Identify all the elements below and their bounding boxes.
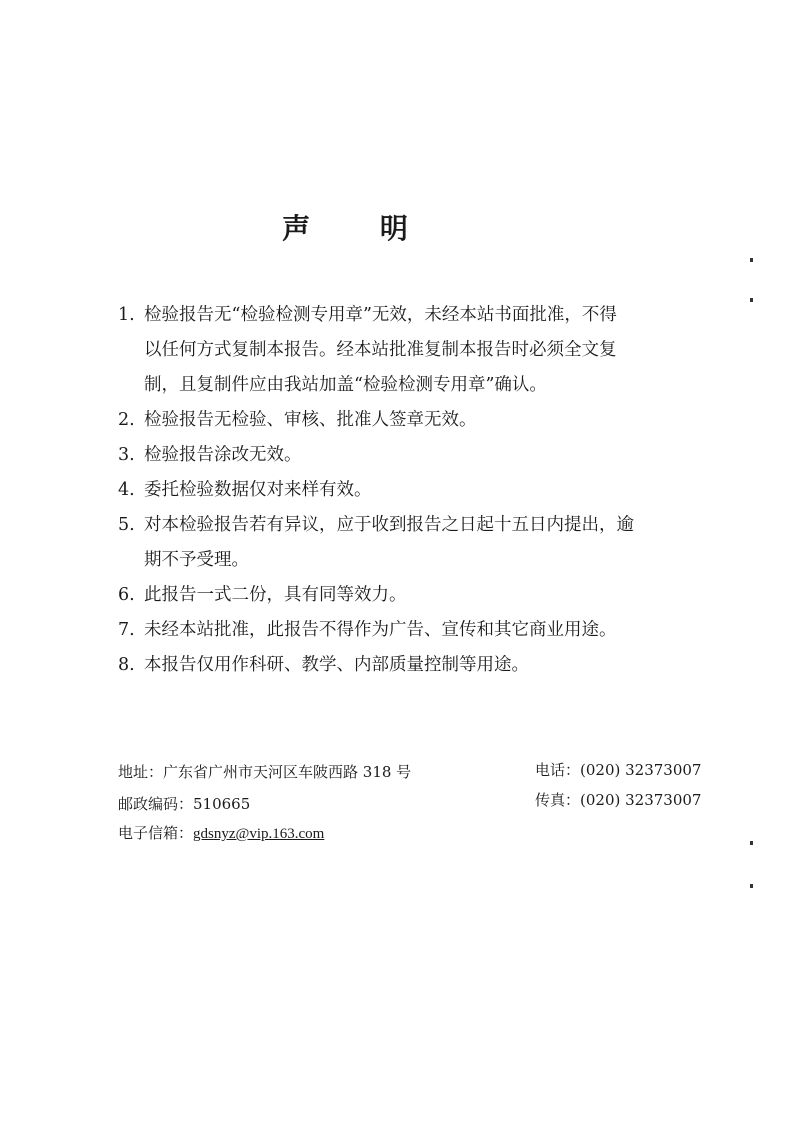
item-line — [118, 473, 678, 508]
page-title: 声 明 — [282, 212, 438, 245]
footer-phone: 电话：(020) 32373007 — [535, 761, 702, 779]
item-text: 对本检验报告若有异议，应于收到报告之日起十五日内提出，逾 — [144, 515, 634, 535]
item-number: 7. — [118, 620, 135, 640]
item-line — [118, 648, 678, 683]
item-number: 2. — [118, 410, 135, 430]
item-line — [118, 298, 678, 333]
item-text: 未经本站批准，此报告不得作为广告、宣传和其它商业用途。 — [144, 620, 617, 640]
email-link[interactable]: gdsnyz@vip.163.com — [193, 826, 325, 842]
statement-item-4 — [118, 473, 678, 508]
statement-item-7 — [118, 613, 678, 648]
email-label: 电子信箱： — [118, 824, 194, 842]
item-text: 检验报告涂改无效。 — [144, 445, 302, 465]
statement-item-5 — [118, 508, 678, 578]
scan-speck — [750, 841, 753, 845]
item-text: 检验报告无检验、审核、批准人签章无效。 — [144, 410, 477, 430]
scan-speck — [750, 298, 753, 302]
scan-speck — [750, 258, 753, 262]
footer-address: 地址：广东省广州市天河区车陂西路 318 号 — [118, 763, 412, 781]
item-line: 期不予受理。 — [144, 550, 249, 570]
item-line: 以任何方式复制本报告。经本站批准复制本报告时必须全文复 — [144, 340, 617, 360]
item-text: 本报告仅用作科研、教学、内部质量控制等用途。 — [144, 655, 529, 675]
item-text: 委托检验数据仅对来样有效。 — [144, 480, 372, 500]
item-number: 5. — [118, 515, 135, 535]
item-line — [118, 438, 678, 473]
item-line — [118, 578, 678, 613]
item-number: 1. — [118, 305, 135, 325]
item-text: 检验报告无“检验检测专用章”无效，未经本站书面批准，不得 — [144, 305, 617, 325]
statement-item-1 — [118, 298, 678, 403]
item-number: 3. — [118, 445, 135, 465]
item-number: 6. — [118, 585, 135, 605]
item-line — [118, 508, 678, 543]
item-text: 此报告一式二份，具有同等效力。 — [144, 585, 407, 605]
statement-item-3 — [118, 438, 678, 473]
footer-postcode: 邮政编码：510665 — [118, 795, 251, 813]
statement-item-8 — [118, 648, 678, 683]
item-line — [118, 403, 678, 438]
scan-speck — [750, 884, 753, 888]
item-line: 制，且复制件应由我站加盖“检验检测专用章”确认。 — [144, 375, 547, 395]
statement-item-6 — [118, 578, 678, 613]
statement-item-2 — [118, 403, 678, 438]
item-number: 8. — [118, 655, 135, 675]
footer-email-row — [118, 823, 324, 844]
item-number: 4. — [118, 480, 135, 500]
footer-fax: 传真：(020) 32373007 — [535, 791, 702, 809]
item-line — [118, 613, 678, 648]
